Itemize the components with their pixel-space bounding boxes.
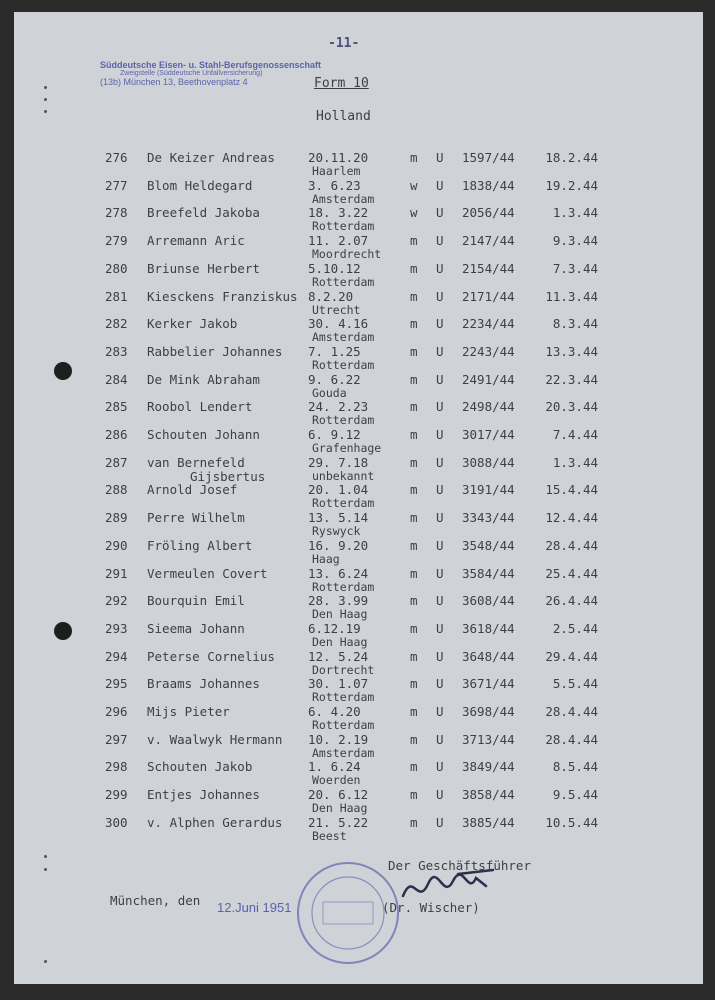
- sex-marker: m: [410, 704, 418, 719]
- page-number: -11-: [328, 36, 360, 51]
- register-row: [0, 178, 689, 206]
- letterhead-line-1: Süddeutsche Eisen- u. Stahl-Berufsgenossenschaft: [100, 60, 322, 70]
- row-number: 297: [105, 731, 128, 747]
- accident-date: 5.5.44: [552, 676, 598, 692]
- accident-date: 28.4.44: [545, 704, 598, 719]
- birth-date: 16. 9.20: [308, 537, 369, 553]
- sex-marker: m: [410, 731, 418, 747]
- accident-date: 10.5.44: [545, 814, 598, 830]
- paper-speck: [44, 868, 47, 871]
- accident-marker: U: [436, 704, 444, 719]
- row-number: 278: [105, 205, 128, 221]
- sex-marker: m: [410, 427, 418, 442]
- row-number: 299: [105, 787, 128, 803]
- birth-place: Utrecht: [312, 302, 361, 317]
- sex-marker: m: [410, 537, 418, 553]
- sex-marker: m: [410, 288, 418, 304]
- birth-date: 3. 6.23: [308, 177, 361, 193]
- row-number: 288: [105, 482, 128, 498]
- birth-place: Rotterdam: [312, 579, 375, 594]
- birth-date: 1. 6.24: [308, 759, 361, 775]
- accident-marker: U: [436, 150, 444, 165]
- sex-marker: m: [410, 676, 418, 692]
- birth-date: 11. 2.07: [308, 233, 369, 249]
- birth-place: Amsterdam: [312, 745, 375, 760]
- accident-date: 25.4.44: [545, 565, 598, 581]
- person-name: Kerker Jakob: [147, 316, 238, 332]
- sex-marker: m: [410, 482, 418, 498]
- row-number: 276: [105, 150, 128, 165]
- birth-place: Haag: [312, 551, 340, 566]
- birth-date: 8.2.20: [308, 288, 354, 304]
- person-name: Arnold Josef: [147, 482, 238, 498]
- file-reference: 2147/44: [462, 233, 515, 249]
- row-number: 296: [105, 704, 128, 719]
- birth-date: 6.12.19: [308, 620, 361, 636]
- sex-marker: w: [410, 177, 418, 193]
- birth-place: Amsterdam: [312, 191, 375, 206]
- birth-date: 9. 6.22: [308, 371, 361, 387]
- accident-date: 22.3.44: [545, 371, 598, 387]
- row-number: 285: [105, 399, 128, 415]
- form-title: Form 10: [314, 76, 369, 91]
- birth-date: 24. 2.23: [308, 399, 369, 415]
- register-row: [0, 593, 689, 621]
- accident-marker: U: [436, 759, 444, 775]
- birth-place: Rotterdam: [312, 274, 375, 289]
- accident-date: 11.3.44: [545, 288, 598, 304]
- accident-marker: U: [436, 260, 444, 276]
- accident-date: 2.5.44: [552, 620, 598, 636]
- person-name: Breefeld Jakoba: [147, 205, 260, 221]
- accident-date: 26.4.44: [545, 593, 598, 609]
- row-number: 295: [105, 676, 128, 692]
- person-name-continued: Gijsbertus: [190, 468, 266, 484]
- accident-date: 12.4.44: [545, 510, 598, 526]
- sex-marker: m: [410, 565, 418, 581]
- handwritten-signature: [398, 866, 498, 916]
- person-name: Roobol Lendert: [147, 399, 253, 415]
- file-reference: 2243/44: [462, 343, 515, 359]
- paper-speck: [44, 98, 47, 101]
- register-row: [0, 815, 689, 843]
- person-name: Bourquin Emil: [147, 593, 245, 609]
- row-number: 292: [105, 593, 128, 609]
- birth-date: 5.10.12: [308, 260, 361, 276]
- register-row: [0, 150, 689, 178]
- person-name: Braams Johannes: [147, 676, 260, 692]
- person-name: Fröling Albert: [147, 537, 253, 553]
- sex-marker: m: [410, 593, 418, 609]
- accident-date: 8.3.44: [552, 316, 598, 332]
- sex-marker: m: [410, 759, 418, 775]
- register-row: [0, 510, 689, 538]
- register-row: [0, 261, 689, 289]
- person-name: v. Waalwyk Hermann: [147, 731, 283, 747]
- file-reference: 2491/44: [462, 371, 515, 387]
- register-row: [0, 704, 689, 732]
- sex-marker: m: [410, 371, 418, 387]
- accident-date: 7.4.44: [552, 427, 598, 442]
- row-number: 281: [105, 288, 128, 304]
- file-reference: 3584/44: [462, 565, 515, 581]
- accident-marker: U: [436, 648, 444, 664]
- birth-date: 6. 4.20: [308, 704, 361, 719]
- letterhead-stamp: [100, 60, 321, 87]
- birth-place: Rotterdam: [312, 219, 375, 234]
- sex-marker: m: [410, 510, 418, 526]
- birth-date: 20. 6.12: [308, 787, 369, 803]
- accident-date: 1.3.44: [552, 205, 598, 221]
- row-number: 287: [105, 454, 128, 470]
- person-name: Briunse Herbert: [147, 260, 260, 276]
- birth-date: 6. 9.12: [308, 427, 361, 442]
- sex-marker: m: [410, 814, 418, 830]
- birth-place: Den Haag: [312, 801, 368, 816]
- file-reference: 3618/44: [462, 620, 515, 636]
- row-number: 298: [105, 759, 128, 775]
- accident-marker: U: [436, 676, 444, 692]
- accident-marker: U: [436, 399, 444, 415]
- file-reference: 3671/44: [462, 676, 515, 692]
- file-reference: 3608/44: [462, 593, 515, 609]
- person-name: De Mink Abraham: [147, 371, 260, 387]
- birth-date: 30. 1.07: [308, 676, 369, 692]
- birth-date: 21. 5.22: [308, 814, 369, 830]
- file-reference: 3017/44: [462, 427, 515, 442]
- birth-place: Dortrecht: [312, 662, 375, 677]
- accident-date: 13.3.44: [545, 343, 598, 359]
- accident-marker: U: [436, 510, 444, 526]
- person-name: Mijs Pieter: [147, 704, 230, 719]
- birth-place: Den Haag: [312, 607, 368, 622]
- birth-date: 30. 4.16: [308, 316, 369, 332]
- birth-date: 29. 7.18: [308, 454, 369, 470]
- accident-marker: U: [436, 454, 444, 470]
- register-row: [0, 649, 689, 677]
- file-reference: 3191/44: [462, 482, 515, 498]
- birth-date: 20.11.20: [308, 150, 369, 165]
- file-reference: 3858/44: [462, 787, 515, 803]
- row-number: 286: [105, 427, 128, 442]
- accident-marker: U: [436, 343, 444, 359]
- file-reference: 3885/44: [462, 814, 515, 830]
- accident-date: 9.3.44: [552, 233, 598, 249]
- accident-marker: U: [436, 565, 444, 581]
- birth-date: 10. 2.19: [308, 731, 369, 747]
- accident-date: 9.5.44: [552, 787, 598, 803]
- birth-date: 12. 5.24: [308, 648, 369, 664]
- register-row: [0, 676, 689, 704]
- birth-date: 18. 3.22: [308, 205, 369, 221]
- register-row: [0, 399, 689, 427]
- accident-date: 28.4.44: [545, 731, 598, 747]
- sex-marker: m: [410, 316, 418, 332]
- register-row: [0, 787, 689, 815]
- row-number: 282: [105, 316, 128, 332]
- row-number: 284: [105, 371, 128, 387]
- person-name: Arremann Aric: [147, 233, 245, 249]
- row-number: 300: [105, 814, 128, 830]
- birth-place: Woerden: [312, 773, 361, 788]
- row-number: 277: [105, 177, 128, 193]
- person-name: Blom Heldegard: [147, 177, 253, 193]
- person-name: Kiesckens Franziskus: [147, 288, 298, 304]
- paper-speck: [44, 110, 47, 113]
- birth-place: Rotterdam: [312, 690, 375, 705]
- date-stamp: 12.Juni 1951: [217, 900, 292, 915]
- accident-marker: U: [436, 316, 444, 332]
- birth-date: 13. 6.24: [308, 565, 369, 581]
- row-number: 283: [105, 343, 128, 359]
- register-row: [0, 372, 689, 400]
- file-reference: 3088/44: [462, 454, 515, 470]
- sex-marker: m: [410, 787, 418, 803]
- file-reference: 2234/44: [462, 316, 515, 332]
- register-row: [0, 427, 689, 455]
- person-name: Entjes Johannes: [147, 787, 260, 803]
- person-name: Schouten Johann: [147, 427, 260, 442]
- birth-place: Moordrecht: [312, 247, 382, 262]
- accident-date: 20.3.44: [545, 399, 598, 415]
- accident-marker: U: [436, 593, 444, 609]
- accident-marker: U: [436, 620, 444, 636]
- sex-marker: m: [410, 260, 418, 276]
- register-row: [0, 316, 689, 344]
- person-name: Peterse Cornelius: [147, 648, 275, 664]
- accident-marker: U: [436, 787, 444, 803]
- accident-date: 1.3.44: [552, 454, 598, 470]
- sex-marker: m: [410, 648, 418, 664]
- birth-date: 20. 1.04: [308, 482, 369, 498]
- person-name: De Keizer Andreas: [147, 150, 275, 165]
- accident-date: 28.4.44: [545, 537, 598, 553]
- register-row: [0, 759, 689, 787]
- birth-place: Rotterdam: [312, 357, 375, 372]
- birth-place: Gouda: [312, 385, 347, 400]
- accident-marker: U: [436, 731, 444, 747]
- register-row: [0, 233, 689, 261]
- file-reference: 2056/44: [462, 205, 515, 221]
- birth-place: Haarlem: [312, 164, 361, 178]
- birth-place: unbekannt: [312, 468, 375, 483]
- accident-marker: U: [436, 177, 444, 193]
- row-number: 290: [105, 537, 128, 553]
- letterhead-line-2: Zweigstelle (Süddeutsche Unfallversicherung): [120, 70, 263, 77]
- signatory-name: (Dr. Wischer): [382, 900, 480, 915]
- paper-speck: [44, 960, 47, 963]
- accident-date: 18.2.44: [545, 150, 598, 165]
- accident-marker: U: [436, 537, 444, 553]
- birth-place: Rotterdam: [312, 413, 375, 428]
- file-reference: 3343/44: [462, 510, 515, 526]
- paper-speck: [44, 855, 47, 858]
- birth-date: 7. 1.25: [308, 343, 361, 359]
- sex-marker: m: [410, 454, 418, 470]
- file-reference: 2171/44: [462, 288, 515, 304]
- accident-marker: U: [436, 482, 444, 498]
- person-name: Sieema Johann: [147, 620, 245, 636]
- person-name: Perre Wilhelm: [147, 510, 245, 526]
- accident-date: 8.5.44: [552, 759, 598, 775]
- file-reference: 1838/44: [462, 177, 515, 193]
- country-heading: Holland: [316, 109, 371, 124]
- row-number: 280: [105, 260, 128, 276]
- birth-place: Beest: [312, 828, 347, 843]
- register-row: [0, 482, 689, 510]
- sex-marker: m: [410, 343, 418, 359]
- register-row: [0, 566, 689, 594]
- birth-place: Den Haag: [312, 634, 368, 649]
- person-name: v. Alphen Gerardus: [147, 814, 283, 830]
- sex-marker: m: [410, 150, 418, 165]
- sex-marker: w: [410, 205, 418, 221]
- accident-marker: U: [436, 371, 444, 387]
- register-row: [0, 455, 689, 483]
- file-reference: 1597/44: [462, 150, 515, 165]
- birth-place: Ryswyck: [312, 524, 361, 539]
- file-reference: 3698/44: [462, 704, 515, 719]
- accident-date: 7.3.44: [552, 260, 598, 276]
- paper-speck: [44, 86, 47, 89]
- register-row: [0, 621, 689, 649]
- signatory-title: Der Geschäftsführer: [388, 858, 531, 873]
- birth-place: Rotterdam: [312, 496, 375, 511]
- birth-place: Amsterdam: [312, 330, 375, 345]
- row-number: 294: [105, 648, 128, 664]
- place-date-label: München, den: [110, 893, 201, 908]
- accident-marker: U: [436, 205, 444, 221]
- file-reference: 3548/44: [462, 537, 515, 553]
- file-reference: 2498/44: [462, 399, 515, 415]
- accident-marker: U: [436, 814, 444, 830]
- accident-marker: U: [436, 427, 444, 442]
- person-name: Rabbelier Johannes: [147, 343, 283, 359]
- accident-marker: U: [436, 288, 444, 304]
- register-row: [0, 732, 689, 760]
- row-number: 289: [105, 510, 128, 526]
- birth-place: Rotterdam: [312, 718, 375, 732]
- person-name: van Bernefeld: [147, 454, 245, 470]
- accident-date: 15.4.44: [545, 482, 598, 498]
- register-row: [0, 289, 689, 317]
- register-row: [0, 205, 689, 233]
- row-number: 279: [105, 233, 128, 249]
- sex-marker: m: [410, 399, 418, 415]
- file-reference: 3849/44: [462, 759, 515, 775]
- birth-place: Grafenhage: [312, 441, 382, 455]
- person-name: Schouten Jakob: [147, 759, 253, 775]
- sex-marker: m: [410, 233, 418, 249]
- register-row: [0, 538, 689, 566]
- accident-date: 19.2.44: [545, 177, 598, 193]
- letterhead-line-3: (13b) München 13, Beethovenplatz 4: [100, 77, 248, 87]
- birth-date: 28. 3.99: [308, 593, 369, 609]
- file-reference: 3713/44: [462, 731, 515, 747]
- accident-date: 29.4.44: [545, 648, 598, 664]
- person-name: Vermeulen Covert: [147, 565, 268, 581]
- row-number: 291: [105, 565, 128, 581]
- sex-marker: m: [410, 620, 418, 636]
- birth-date: 13. 5.14: [308, 510, 369, 526]
- file-reference: 2154/44: [462, 260, 515, 276]
- accident-marker: U: [436, 233, 444, 249]
- register-row: [0, 344, 689, 372]
- file-reference: 3648/44: [462, 648, 515, 664]
- row-number: 293: [105, 620, 128, 636]
- official-seal: [293, 858, 403, 968]
